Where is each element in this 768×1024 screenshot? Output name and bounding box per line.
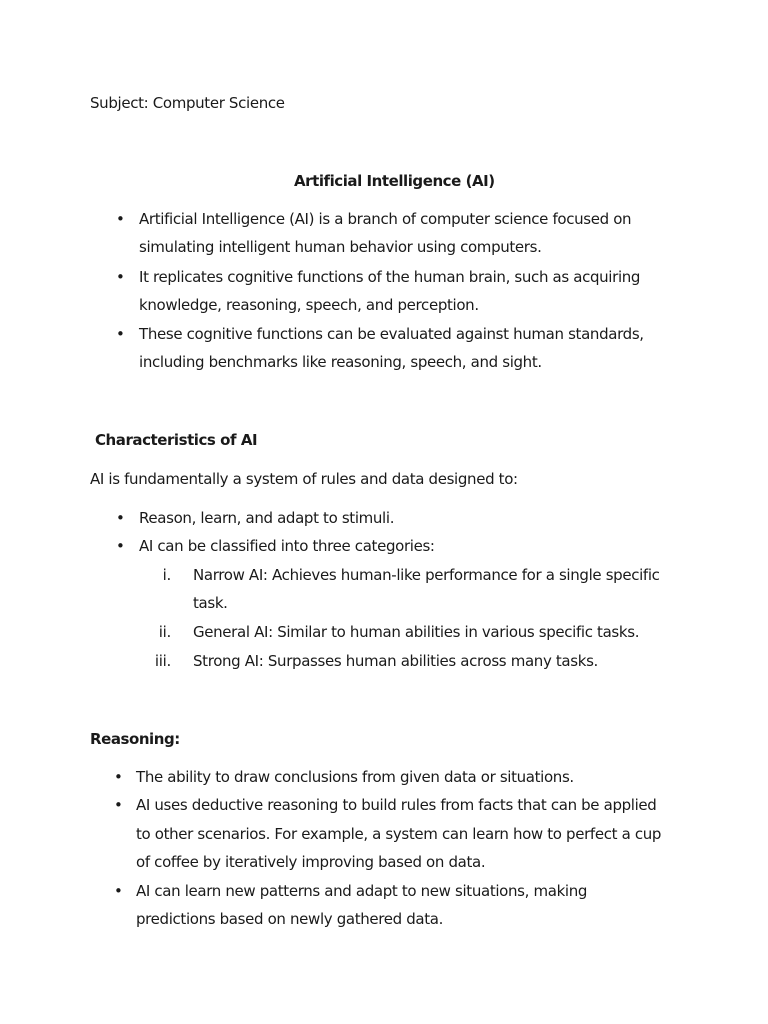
- list-item-text: The ability to draw conclusions from given data or situations.: [136, 768, 574, 786]
- roman-numeral: iii.: [154, 652, 171, 670]
- list-item-text: of coffee by iteratively improving based on data.: [136, 853, 486, 871]
- list-item-text: knowledge, reasoning, speech, and perception.: [139, 296, 479, 314]
- list-item-text: AI can be classified into three categories:: [139, 537, 435, 555]
- category-text: task.: [193, 594, 228, 612]
- list-item-text: predictions based on newly gathered data.: [136, 910, 444, 928]
- bullet-marker: •: [116, 537, 125, 555]
- characteristics-intro: AI is fundamentally a system of rules and data designed to:: [90, 470, 518, 488]
- category-text: General AI: Similar to human abilities in various specific tasks.: [193, 623, 640, 641]
- section-heading-characteristics: Characteristics of AI: [95, 431, 258, 449]
- subject-line: Subject: Computer Science: [90, 94, 285, 112]
- bullet-marker: •: [114, 768, 123, 786]
- bullet-marker: •: [116, 268, 125, 286]
- bullet-marker: •: [114, 882, 123, 900]
- list-item-text: AI can learn new patterns and adapt to new situations, making: [136, 882, 588, 900]
- roman-numeral: i.: [162, 566, 171, 584]
- list-item-text: It replicates cognitive functions of the human brain, such as acquiring: [139, 268, 641, 286]
- list-item-text: Reason, learn, and adapt to stimuli.: [139, 509, 395, 527]
- list-item-text: These cognitive functions can be evaluated against human standards,: [139, 325, 644, 343]
- list-item-text: to other scenarios. For example, a system can learn how to perfect a cup: [136, 825, 662, 843]
- list-item-text: AI uses deductive reasoning to build rules from facts that can be applied: [136, 796, 657, 814]
- list-item-text: including benchmarks like reasoning, speech, and sight.: [139, 353, 542, 371]
- category-text: Narrow AI: Achieves human-like performance for a single specific: [193, 566, 660, 584]
- bullet-marker: •: [116, 210, 125, 228]
- category-text: Strong AI: Surpasses human abilities across many tasks.: [193, 652, 598, 670]
- list-item-text: Artificial Intelligence (AI) is a branch of computer science focused on: [139, 210, 632, 228]
- bullet-marker: •: [116, 325, 125, 343]
- section-heading-reasoning: Reasoning:: [90, 730, 180, 748]
- bullet-marker: •: [114, 796, 123, 814]
- section-heading-ai: Artificial Intelligence (AI): [294, 172, 495, 190]
- bullet-marker: •: [116, 509, 125, 527]
- roman-numeral: ii.: [158, 623, 171, 641]
- list-item-text: simulating intelligent human behavior using computers.: [139, 238, 542, 256]
